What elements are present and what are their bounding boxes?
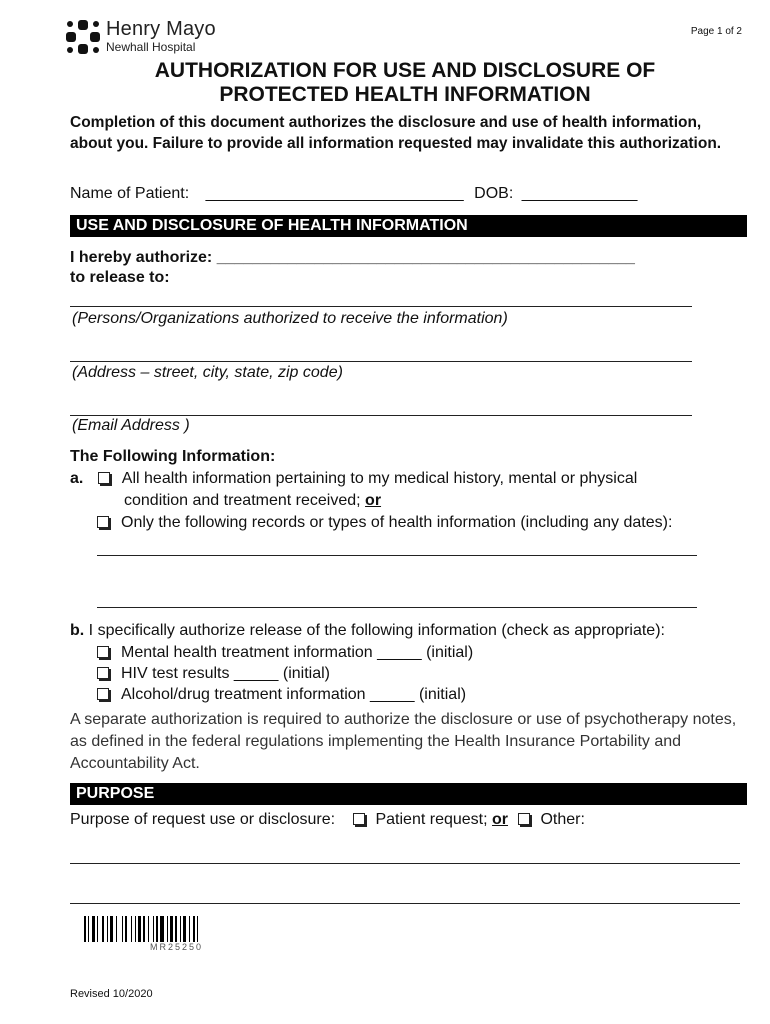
only-following-checkbox[interactable]	[97, 516, 109, 528]
logo-subtitle: Newhall Hospital	[106, 40, 196, 54]
records-field-1[interactable]	[97, 555, 697, 556]
option-a-only-row	[97, 513, 672, 533]
patient-request-text: Patient request;	[375, 811, 488, 828]
list-item	[97, 685, 466, 705]
psychotherapy-note: A separate authorization is required to authorize the disclosure or use of psychotherapy notes, as defined in the federal regulations implementing the Health Insurance Portability and Accountability Act.	[70, 711, 737, 772]
mental-health-text: Mental health treatment information _____ (initial)	[121, 644, 474, 661]
following-info-label: The Following Information:	[70, 448, 276, 465]
only-following-text: Only the following records or types of health information (including any dates):	[121, 514, 673, 531]
email-caption: (Email Address )	[72, 417, 190, 434]
records-field-2[interactable]	[97, 607, 697, 608]
purpose-field-1[interactable]	[70, 863, 740, 864]
barcode	[84, 916, 296, 942]
persons-field[interactable]	[70, 306, 692, 307]
alcohol-drug-text: Alcohol/drug treatment information _____ (initial)	[121, 686, 467, 703]
barcode-text: MR25250	[150, 942, 204, 952]
patient-request-checkbox[interactable]	[353, 813, 365, 825]
section-heading-purpose: PURPOSE	[70, 783, 747, 805]
patient-name-label: Name of Patient:	[70, 185, 190, 202]
mental-health-checkbox[interactable]	[97, 646, 109, 658]
all-info-text-2: condition and treatment received;	[124, 492, 361, 509]
purpose-field-2[interactable]	[70, 903, 740, 904]
purpose-row	[70, 810, 585, 830]
alcohol-drug-checkbox[interactable]	[97, 688, 109, 700]
section-heading-use-disclosure: USE AND DISCLOSURE OF HEALTH INFORMATION	[70, 215, 747, 237]
hiv-checkbox[interactable]	[97, 667, 109, 679]
option-b-label: b.	[70, 622, 85, 639]
patient-name-field[interactable]: _____________________________	[205, 185, 464, 202]
logo-name: Henry Mayo	[106, 18, 216, 40]
other-text: Other:	[540, 811, 585, 828]
purpose-question: Purpose of request use or disclosure:	[70, 811, 336, 828]
option-a-label: a.	[70, 470, 84, 487]
other-checkbox[interactable]	[518, 813, 530, 825]
intro-text: Completion of this document authorizes the disclosure and use of health information, about you. Failure to provide all information requested may invalidate this authorization.	[70, 114, 722, 152]
dob-field[interactable]: _____________	[521, 185, 638, 202]
hospital-logo	[66, 18, 226, 58]
address-caption: (Address – street, city, state, zip code)	[72, 364, 343, 381]
option-a-all-row	[70, 469, 637, 489]
authorize-label: I hereby authorize:	[70, 249, 213, 266]
list-item	[97, 643, 473, 663]
authorize-field[interactable]: _______________________________________________	[216, 249, 635, 266]
list-item	[97, 664, 330, 684]
authorize-row	[70, 248, 635, 268]
patient-row	[70, 184, 637, 204]
page-number: Page 1 of 2	[690, 26, 742, 37]
title-line-1: AUTHORIZATION FOR USE AND DISCLOSURE OF	[154, 59, 656, 82]
option-a-all-row-2	[124, 491, 381, 511]
all-info-checkbox[interactable]	[98, 472, 110, 484]
release-to-label: to release to:	[70, 269, 170, 286]
dob-label: DOB:	[474, 185, 514, 202]
all-info-text: All health information pertaining to my medical history, mental or physical	[121, 470, 638, 487]
address-field[interactable]	[70, 361, 692, 362]
option-b-text: I specifically authorize release of the following information (check as appropriate):	[88, 622, 665, 639]
hiv-text: HIV test results _____ (initial)	[121, 665, 330, 682]
or-text: or	[492, 811, 509, 828]
document-title	[60, 59, 750, 107]
or-text: or	[365, 492, 382, 509]
title-line-2: PROTECTED HEALTH INFORMATION	[219, 83, 591, 106]
persons-caption: (Persons/Organizations authorized to receive the information)	[72, 310, 508, 327]
option-b-row	[70, 621, 665, 641]
logo-cross-icon	[66, 20, 100, 54]
revised-date: Revised 10/2020	[70, 988, 153, 1000]
